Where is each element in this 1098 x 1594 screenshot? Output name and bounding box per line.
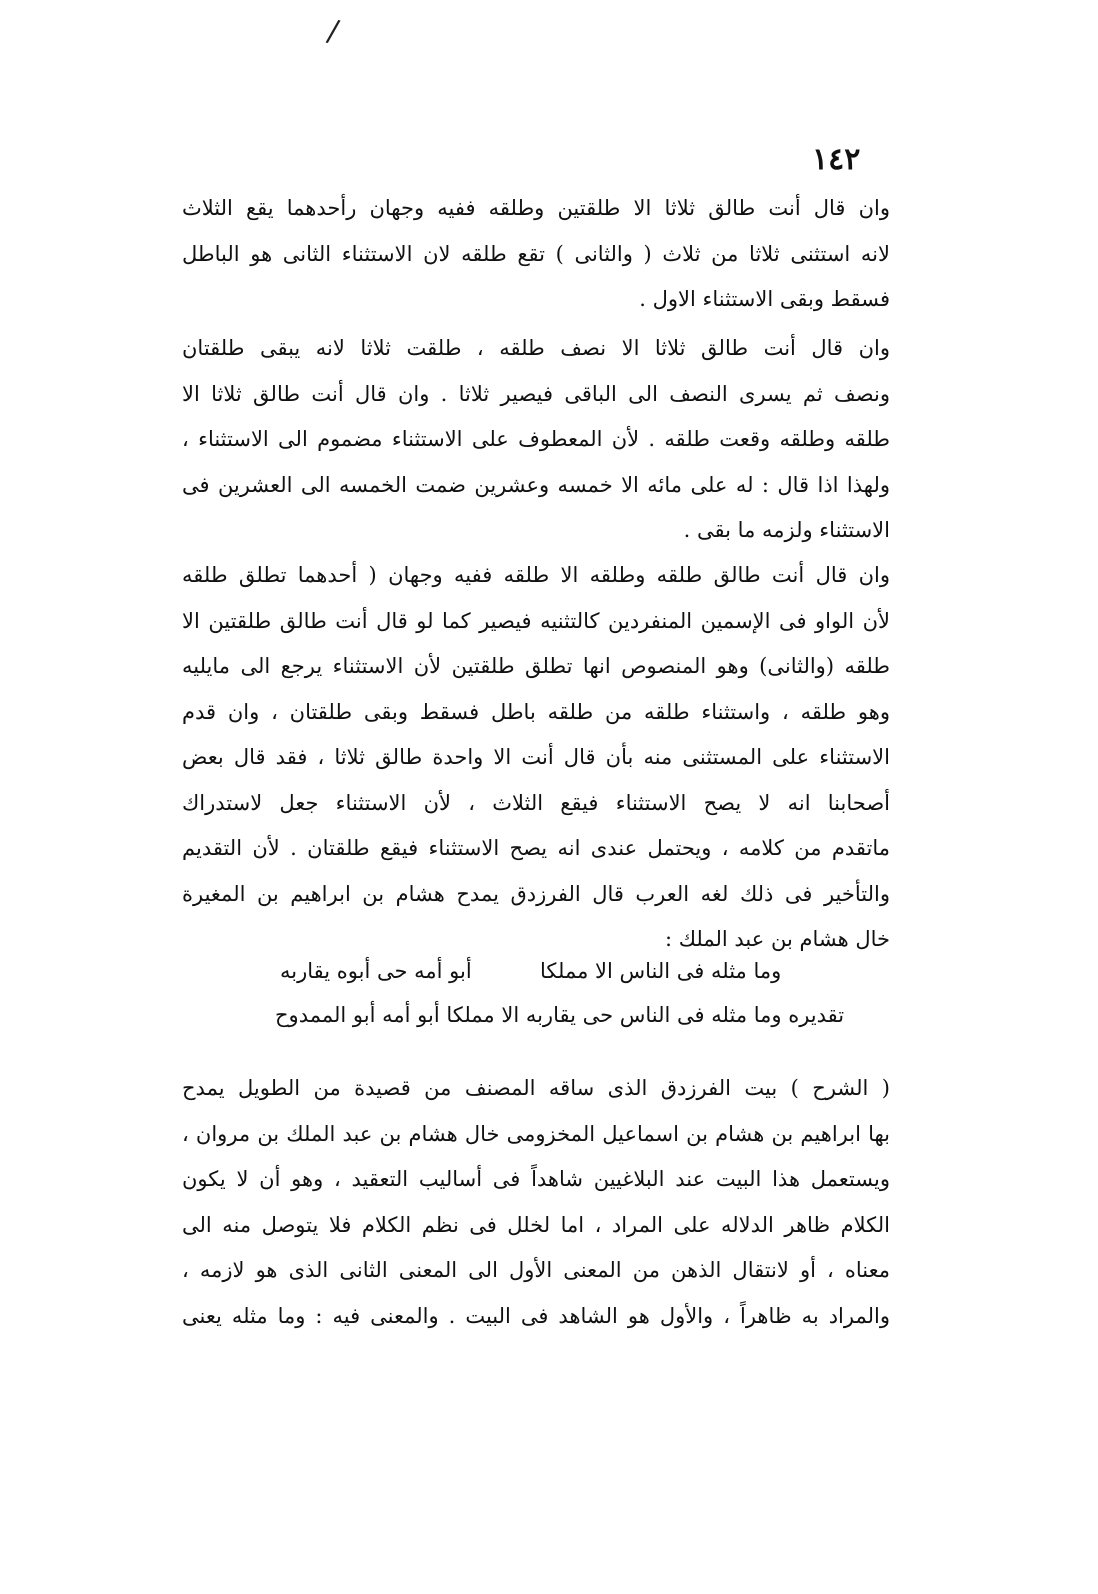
paragraph-2 bbox=[182, 326, 890, 554]
page-number: ١٤٢ bbox=[812, 142, 861, 177]
text-line: والمراد به ظاهراً ، والأول هو الشاهد فى البيت . والمعنى فيه : وما مثله يعنى bbox=[182, 1303, 890, 1328]
paragraph-3 bbox=[182, 553, 890, 963]
text-line: خال هشام بن عبد الملك : bbox=[664, 927, 890, 951]
text-line: الاستثناء ولزمه ما بقى . bbox=[683, 518, 890, 542]
verse-explanation: تقديره وما مثله فى الناس حى يقاربه الا مملكا أبو أمه أبو الممدوح bbox=[275, 1003, 845, 1027]
verse-second-hemistich: أبو أمه حى أبوه يقاربه bbox=[280, 959, 472, 983]
text-line: أصحابنا انه لا يصح الاستثناء فيقع الثلاث ، لأن الاستثناء جعل لاستدراك bbox=[182, 790, 890, 815]
text-line: ونصف ثم يسرى النصف الى الباقى فيصير ثلاثا . وان قال أنت طالق ثلاثا الا bbox=[182, 381, 890, 406]
text-line: ويستعمل هذا البيت عند البلاغيين شاهداً فى أساليب التعقيد ، وهو أن لا يكون bbox=[182, 1167, 890, 1191]
text-line: وان قال أنت طالق طلقه وطلقه الا طلقه ففيه وجهان ( أحدهما تطلق طلقه bbox=[182, 563, 890, 587]
text-line: والتأخير فى ذلك لغه العرب قال الفرزدق يمدح هشام بن ابراهيم بن المغيرة bbox=[182, 881, 890, 906]
text-line: وان قال أنت طالق ثلاثا الا طلقتين وطلقه ففيه وجهان رأحدهما يقع الثلاث bbox=[182, 196, 890, 220]
text-line: الاستثناء على المستثنى منه بأن قال أنت الا واحدة طالق ثلاثا ، فقد قال بعض bbox=[182, 745, 890, 769]
text-line: وان قال أنت طالق ثلاثا الا نصف طلقه ، طلقت ثلاثا لانه يبقى طلقتان bbox=[182, 336, 890, 360]
ink-speck: / bbox=[324, 13, 342, 50]
text-line: معناه ، أو لانتقال الذهن من المعنى الأول الى المعنى الثانى الذى هو لازمه ، bbox=[182, 1258, 890, 1282]
text-line: ( الشرح ) بيت الفرزدق الذى ساقه المصنف من قصيدة من الطويل يمدح bbox=[182, 1076, 890, 1100]
text-line: الكلام ظاهر الدلاله على المراد ، اما لخلل فى نظم الكلام فلا يتوصل منه الى bbox=[182, 1212, 890, 1237]
text-line: ماتقدم من كلامه ، ويحتمل عندى انه يصح الاستثناء فيقع طلقتان . لأن التقديم bbox=[182, 836, 890, 860]
verse-first-hemistich: وما مثله فى الناس الا مملكا bbox=[540, 959, 782, 983]
text-line: ولهذا اذا قال : له على مائه الا خمسه وعشرين ضمت الخمسه الى العشرين فى bbox=[182, 472, 890, 497]
text-line: لأن الواو فى الإسمين المنفردين كالتثنيه فيصير كما لو قال أنت طالق طلقتين الا bbox=[182, 608, 890, 633]
text-line: بها ابراهيم بن هشام بن اسماعيل المخزومى خال هشام بن عبد الملك بن مروان ، bbox=[182, 1121, 890, 1146]
text-line: وهو طلقه ، واستثناء طلقه من طلقه باطل فسقط وبقى طلقتان ، وان قدم bbox=[182, 699, 890, 724]
text-line: لانه استثنى ثلاثا من ثلاث ( والثانى ) تقع طلقه لان الاستثناء الثانى هو الباطل bbox=[182, 241, 890, 266]
text-line: فسقط وبقى الاستثناء الاول . bbox=[639, 287, 890, 311]
text-line: طلقه (والثانى) وهو المنصوص انها تطلق طلقتين لأن الاستثناء يرجع الى مايليه bbox=[182, 654, 890, 678]
commentary bbox=[182, 1066, 890, 1339]
paragraph-1 bbox=[182, 186, 890, 323]
text-line: طلقه وطلقه وقعت طلقه . لأن المعطوف على الاستثناء مضموم الى الاستثناء ، bbox=[182, 427, 890, 451]
